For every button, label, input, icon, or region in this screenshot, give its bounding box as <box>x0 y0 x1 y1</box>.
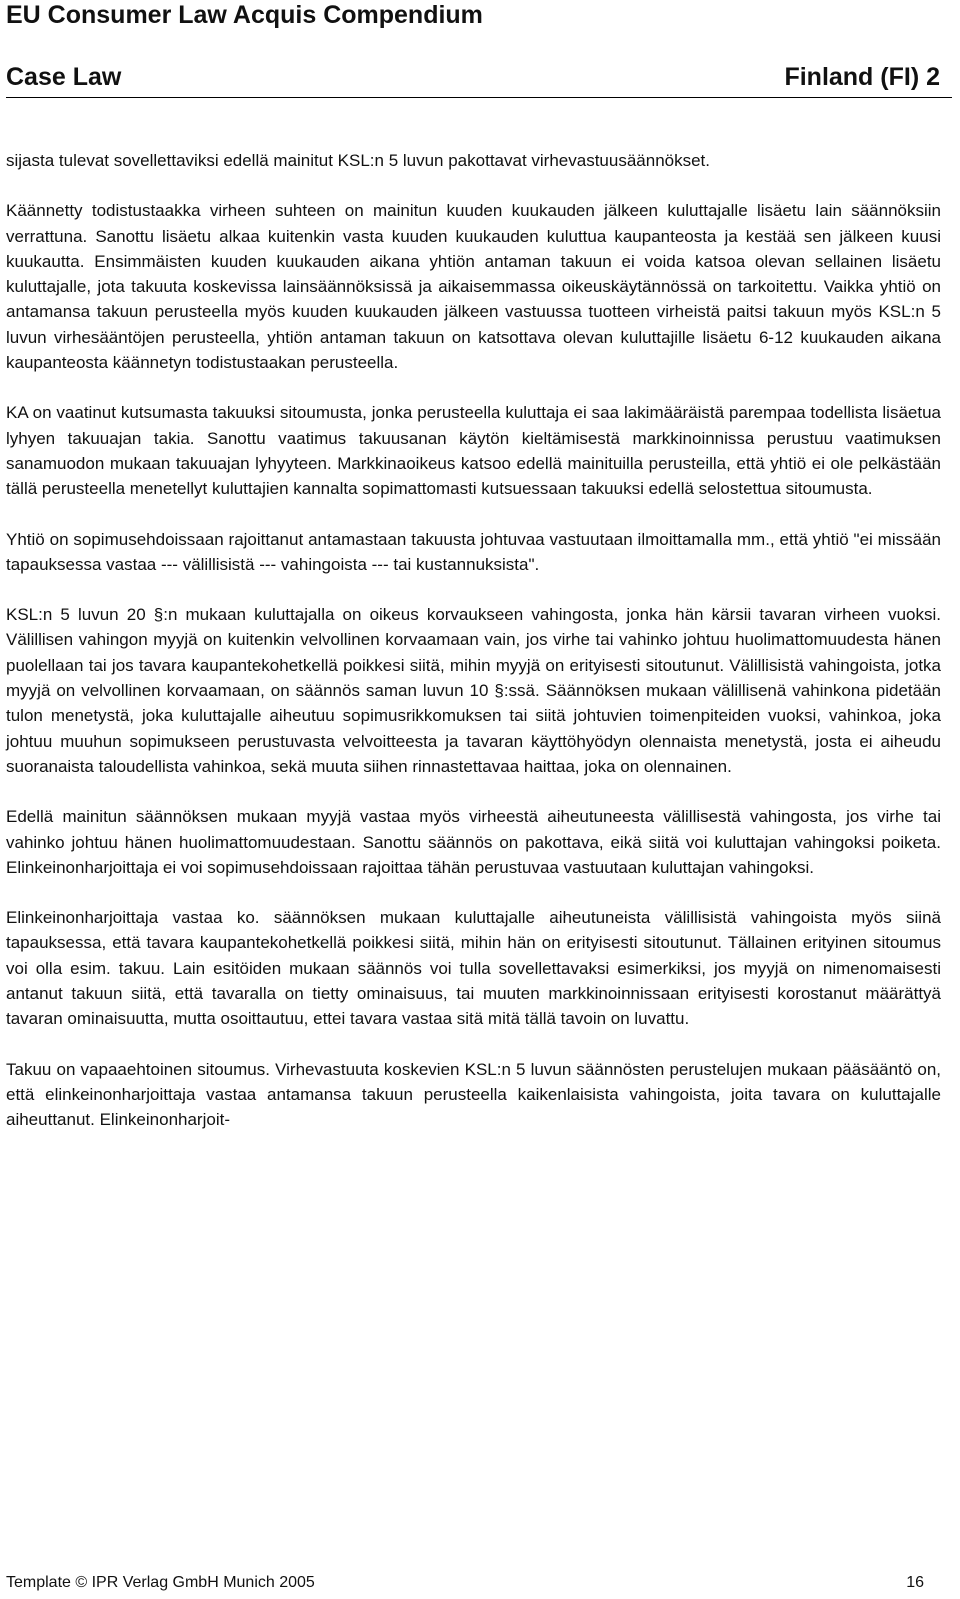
paragraph: Takuu on vapaaehtoinen sitoumus. Virhevastuuta koskevien KSL:n 5 luvun säännösten perustelujen mukaan pääsääntö on, että elinkeinonharjoittaja vastaa antamansa takuun perusteella kaikenlaisista vahingoista, joita tavara on kuluttajalle aiheuttanut. Elinkeinonharjoit- <box>6 1059 941 1130</box>
country-label: Finland (FI) 2 <box>784 63 940 91</box>
section-title: Case Law <box>6 63 122 91</box>
paragraph: Elinkeinonharjoittaja vastaa ko. säännöksen mukaan kuluttajalle aiheutuneista välillisistä vahingoista myös siinä tapauksessa, että tavara kaupantekohetkellä poikkesi siitä, mihin hän on erityisesti sitoutunut. Tällainen erityinen sitoumus voi olla esim. takuu. Lain esitöiden mukaan säännös voi tulla sovellettavaksi esimerkiksi, jos myyjä on nimenomaisesti antanut takuun siitä, että tavaralla on tietty ominaisuus, tai muuten markkinoinnissaan erityisesti korostanut määrättyä tavaran ominaisuutta, mutta osoittautuu, ettei tavara vastaa sitä mitä tällä tavoin on luvattu. <box>6 908 941 1029</box>
paragraph: KSL:n 5 luvun 20 §:n mukaan kuluttajalla on oikeus korvaukseen vahingosta, jonka hän kärsii tavaran virheen vuoksi. Välillisen vahingon myyjä on kuitenkin velvollinen korvaamaan vain, jos virhe tai vahinko johtuu huolimattomuudesta hänen puolellaan tai jos tavara kaupantekohetkellä poikkesi siitä, mihin myyjä on erityisesti sitoutunut. Välillisistä vahingoista, jotka myyjä on velvollinen korvaamaan, on säännös saman luvun 10 §:ssä. Säännöksen mukaan välillisenä vahinkona pidetään tulon menetystä, joka kuluttajalle aiheutuu sopimusrikkomuksen tai siitä johtuvien toimenpiteiden vuoksi, vahinkoa, joka johtuu muuhun sopimukseen perustuvasta velvoitteesta ja tavaran käyttöhyödyn olennaista menetystä, josta ei aiheudu suoranaista taloudellista vahinkoa, sekä muuta siihen rinnastettavaa haittaa, joka on olennainen. <box>6 605 941 776</box>
section-header <box>6 62 940 92</box>
page-number: 16 <box>906 1574 924 1591</box>
paragraph: Edellä mainitun säännöksen mukaan myyjä vastaa myös virheestä aiheutuneesta välillisestä vahingosta, jos virhe tai vahinko johtuu hänen huolimattomuudestaan. Sanottu säännös on pakottava, eikä siitä voi kuluttajan vahingoksi poiketa. Elinkeinonharjoittaja ei voi sopimusehdoissaan rajoittaa tähän perustuvaa vastuutaan kuluttajan vahingoksi. <box>6 807 941 877</box>
body-text <box>6 148 941 1158</box>
document-title: EU Consumer Law Acquis Compendium <box>6 1 483 29</box>
header-divider <box>6 97 952 98</box>
paragraph: Yhtiö on sopimusehdoissaan rajoittanut antamastaan takuusta johtuvaa vastuutaan ilmoittamalla mm., että yhtiö "ei missään tapauksessa vastaa --- välillisistä --- vahingoista --- tai kustannuksista". <box>6 529 941 574</box>
paragraph: Käännetty todistustaakka virheen suhteen on mainitun kuuden kuukauden jälkeen kuluttajalle lisäetu lain säännöksiin verrattuna. Sanottu lisäetu alkaa kuitenkin vasta kuuden kuukauden kuluttua kaupanteosta ja kestää sen jälkeen kuusi kuukautta. Ensimmäisten kuuden kuukauden aikana yhtiön antaman takuun ei voida katsoa olevan sellainen lisäetu kuluttajalle, jota takuuta koskevissa lainsäännöksissä ja aikaisemmassa oikeuskäytännössä on tarkoitettu. Vaikka yhtiö on antamansa takuun perusteella myös kuuden kuukauden jälkeen vastuussa tuotteen virheistä paitsi takuun myös KSL:n 5 luvun virhesääntöjen perusteella, yhtiön antaman takuun on katsottava olevan kuluttajille lisäetu 6-12 kuukauden aikana kaupanteosta käännetyn todistustaakan perusteella. <box>6 201 941 373</box>
paragraph: sijasta tulevat sovellettaviksi edellä mainitut KSL:n 5 luvun pakottavat virhevastuusäännökset. <box>6 151 711 170</box>
paragraph: KA on vaatinut kutsumasta takuuksi sitoumusta, jonka perusteella kuluttaja ei saa lakimääräistä parempaa todellista lisäetua lyhyen takuuajan takia. Sanottu vaatimus takuusanan käytön kieltämisestä markkinoinnissa perustuu vaatimuksen sanamuodon mukaan takuuajan lyhyyteen. Markkinaoikeus katsoo edellä mainituilla perusteilla, että yhtiö ei ole pelkästään tällä perusteella menetellyt kuluttajien kannalta sopimattomasti kutsuessaan takuuksi edellä selostettua sitoumusta. <box>6 403 941 499</box>
footer-copyright: Template © IPR Verlag GmbH Munich 2005 <box>6 1574 315 1591</box>
